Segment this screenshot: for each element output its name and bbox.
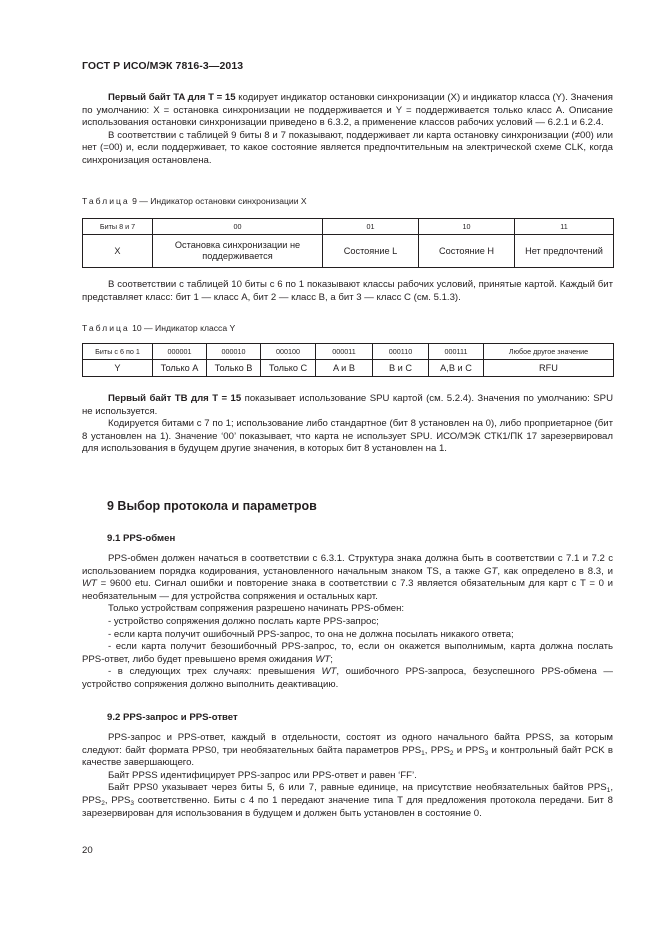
tb-byte-lead: Первый байт TB для T = 15 xyxy=(108,393,242,404)
text-run: PPS-запрос и PPS-ответ, каждый в отдельности, состоят из одного начального байта PPSS, за которым следуют: байт формата PPS0, три необязательных байта параметров PPS xyxy=(82,732,613,756)
page-number: 20 xyxy=(82,845,93,856)
subscript: 1 xyxy=(421,749,425,757)
table10-header-cell: 000010 xyxy=(207,344,261,360)
pps-structure-text xyxy=(82,732,613,770)
table10-cell: RFU xyxy=(484,360,614,377)
spu-coding-text: Кодируется битами с 7 по 1; использование либо стандартное (бит 8 установлен на 0), либо проприетарное (бит 8 установлен на 1). Значение ‘00’ показывает, что карта не использует SPU. ИСО/МЭК СТК1/ПК 17 зарезервировал для использования в будущем другие значения, в которых бит 8 установлен на 1. xyxy=(82,418,613,455)
table9-caption-word: Таблица xyxy=(82,196,130,206)
table10-header-row xyxy=(83,344,614,360)
list-item xyxy=(82,641,613,666)
paragraph-pps-request xyxy=(82,732,613,820)
table10-header-cell: 000110 xyxy=(373,344,429,360)
text-run: ; xyxy=(330,653,333,665)
paragraph-table10-intro xyxy=(82,279,613,304)
table9-header-cell: Биты 8 и 7 xyxy=(83,219,153,235)
pps0-text xyxy=(82,782,613,820)
subscript: 3 xyxy=(484,749,489,757)
text-run: = 9600 etu. Сигнал ошибки и повторение знака в соответствии с 7.3 является обязательным для карт с T = 0 и необязательным — для устройства сопряжения и остальных карт. xyxy=(82,578,613,602)
subscript: 2 xyxy=(101,799,105,807)
table10-cell: A и B xyxy=(316,360,373,377)
text-run: , ошибочного PPS-запроса, безуспешного PPS-обмена — устройство сопряжения должно выполнить деактивацию. xyxy=(82,666,613,690)
table10-header-cell: Биты с 6 по 1 xyxy=(83,344,153,360)
text-run: , PPS xyxy=(82,782,613,806)
text-run: , PPS xyxy=(104,794,131,806)
table10-data-row xyxy=(83,360,614,377)
text-run: PPS-обмен должен начаться в соответствии с 6.3.1. Структура знака должна быть в соответствии с 7.1 и 7.2 с использованием порядка кодирования, установленного начальным знаком TS, а также xyxy=(82,553,613,577)
table9-cell: Остановка синхронизации не поддерживается xyxy=(153,235,323,268)
list-item xyxy=(82,666,613,691)
table10-cell: Y xyxy=(83,360,153,377)
ta-byte-lead: Первый байт TA для T = 15 xyxy=(108,92,236,103)
paragraph-ta-byte xyxy=(82,92,613,168)
list-item: - устройство сопряжения должно послать карте PPS-запрос; xyxy=(108,615,379,627)
subscript: 3 xyxy=(130,799,135,807)
table9-cell: Состояние L xyxy=(323,235,419,268)
text-run: и PPS xyxy=(453,744,485,756)
table10-header-cell: 000001 xyxy=(153,344,207,360)
table10-cell: Только C xyxy=(261,360,316,377)
table10-header-cell: Любое другое значение xyxy=(484,344,614,360)
table9-header-cell: 00 xyxy=(153,219,323,235)
text-run: - в следующих трех случаях: превышения xyxy=(108,666,322,678)
table10 xyxy=(82,343,614,377)
table10-caption-rest: 10 — Индикатор класса Y xyxy=(129,323,236,333)
table9-cell: X xyxy=(83,235,153,268)
section-heading: 9 Выбор протокола и параметров xyxy=(107,499,317,513)
subsection-heading: 9.1 PPS-обмен xyxy=(107,533,176,544)
text-run: соответственно. Биты с 4 по 1 передают значение типа T для предложения протокола передачи. Бит 8 зарезервирован для использования в будущем и должен быть установлен в состояние 0. xyxy=(82,794,614,819)
running-header: ГОСТ Р ИСО/МЭК 7816-3—2013 xyxy=(82,60,244,72)
text-run: GT xyxy=(484,565,498,577)
text-run: WT xyxy=(321,666,337,678)
table9 xyxy=(82,218,614,268)
ppss-text: Байт PPSS идентифицирует PPS-запрос или PPS-ответ и равен ‘FF’. xyxy=(108,769,417,781)
pps-initiator-text: Только устройствам сопряжения разрешено начинать PPS-обмен: xyxy=(108,603,405,615)
table9-cell: Состояние H xyxy=(419,235,515,268)
text-run: Байт PPS0 указывает через биты 5, 6 или 7, равные единице, на присутствие необязательных байтов PPS xyxy=(108,782,607,794)
text-run: WT xyxy=(315,653,331,665)
text-run: и контрольный байт PCK в качестве завершающего. xyxy=(82,744,614,769)
ta-byte-rest: кодирует индикатор остановки синхронизации (X) и индикатор класса (Y). Значения по умолчанию: X = остановка синхронизации не поддерживается и Y = поддерживается только класс A. Описание использования остановки синхронизации приведено в 6.3.2, а применение классов рабочих условий — 6.2.1 и 6.2.4. xyxy=(82,92,613,129)
ta-byte-text xyxy=(82,92,613,130)
table9-header-cell: 11 xyxy=(515,219,614,235)
text-run: , как определено в 8.3, и xyxy=(497,565,613,577)
tb-byte-text xyxy=(82,393,613,418)
subscript: 2 xyxy=(449,749,454,757)
table9-header-cell: 10 xyxy=(419,219,515,235)
table10-cell: Только A xyxy=(153,360,207,377)
pps-exchange-text xyxy=(82,553,613,603)
table9-caption-rest: 9 — Индикатор остановки синхронизации X xyxy=(129,196,307,206)
text-run: - если карта получит безошибочный PPS-запрос, то, если он окажется выполнимым, карта должна послать PPS-ответ, либо будет превышено время ожидания xyxy=(82,641,613,665)
subsection-heading: 9.2 PPS-запрос и PPS-ответ xyxy=(107,712,238,723)
table10-cell: B и C xyxy=(373,360,429,377)
bits-8-7-text: В соответствии с таблицей 9 биты 8 и 7 показывают, поддерживает ли карта остановку синхронизации (≠00) или нет (=00) и, если поддерживает, то какое состояние является предпочтительным на электрической схеме CLK, когда синхронизация остановлена. xyxy=(82,129,613,166)
table10-header-cell: 000100 xyxy=(261,344,316,360)
table10-header-cell: 000111 xyxy=(429,344,484,360)
table9-header-cell: 01 xyxy=(323,219,419,235)
tb-byte-rest: показывает использование SPU картой (см. 5.2.4). Значения по умолчанию: SPU не используется. xyxy=(82,393,614,417)
table10-intro-text: В соответствии с таблицей 10 биты с 6 по 1 показывают классы рабочих условий, принятые картой. Каждый бит представляет класс: бит 1 — класс A, бит 2 — класс B, а бит 3 — класс C (см. 5.1.3). xyxy=(82,279,613,303)
table9-header-row xyxy=(83,219,614,235)
table10-caption xyxy=(82,323,235,333)
table10-cell: Только B xyxy=(207,360,261,377)
subscript: 1 xyxy=(606,787,611,795)
table10-caption-word: Таблица xyxy=(82,323,130,333)
list-item: - если карта получит ошибочный PPS-запрос, то она не должна посылать никакого ответа; xyxy=(108,628,514,640)
text-run: WT xyxy=(82,578,97,590)
table10-header-cell: 000011 xyxy=(316,344,373,360)
paragraph-pps-exchange xyxy=(82,553,613,692)
text-run: , PPS xyxy=(424,744,450,756)
table9-data-row xyxy=(83,235,614,268)
table10-cell: A,B и C xyxy=(429,360,484,377)
table9-caption xyxy=(82,196,307,206)
table9-cell: Нет предпочтений xyxy=(515,235,614,268)
paragraph-tb-byte xyxy=(82,393,613,456)
